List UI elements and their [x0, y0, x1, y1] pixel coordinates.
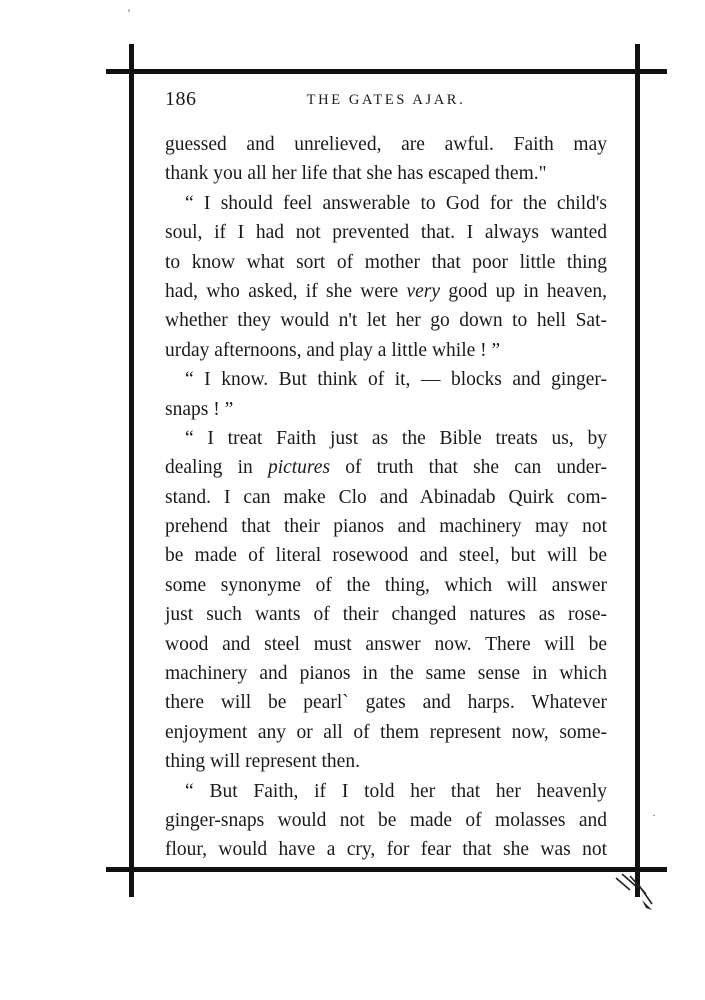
- border-rule-bottom: [106, 867, 667, 872]
- text-segment: guessed and unrelieved, are awful. Faith may: [165, 134, 607, 155]
- text-line: [165, 130, 607, 159]
- text-line: [165, 336, 607, 365]
- text-segment: just such wants of their changed natures as rose-: [165, 604, 607, 626]
- text-segment: snaps ! ”: [165, 398, 234, 420]
- text-segment: “ But Faith, if I told her that her heavenly: [185, 780, 607, 802]
- text-line: [165, 453, 607, 482]
- text-segment: thing will represent then.: [165, 751, 360, 773]
- text-line: [165, 395, 607, 424]
- text-line: [165, 688, 607, 717]
- text-segment: soul, if I had not prevented that. I always wanted: [165, 222, 607, 244]
- text-segment: good up in heaven,: [440, 280, 607, 302]
- border-rule-top: [106, 69, 667, 74]
- text-line: [165, 306, 607, 335]
- text-line: [165, 365, 607, 394]
- text-line: [165, 159, 607, 188]
- text-line: [165, 189, 607, 218]
- body-text: [165, 130, 607, 865]
- text-line: [165, 277, 607, 306]
- page-number: 186: [165, 88, 197, 110]
- text-segment: flour, would have a cry, for fear that she was not: [165, 839, 607, 861]
- text-line: [165, 512, 607, 541]
- text-segment: whether they would n't let her go down to hell Sat-: [165, 310, 607, 332]
- text-line: [165, 630, 607, 659]
- text-line: [165, 541, 607, 570]
- text-segment: be made of literal rosewood and steel, but will be: [165, 545, 607, 567]
- page-damage-mark: [612, 870, 656, 914]
- text-line: [165, 248, 607, 277]
- text-segment: wood and steel must answer now. There will be: [165, 633, 607, 655]
- text-segment: prehend that their pianos and machinery may not: [165, 516, 607, 538]
- text-segment: machinery and pianos in the same sense in which: [165, 663, 607, 685]
- border-rule-left: [129, 44, 134, 897]
- text-segment: had, who asked, if she were: [165, 280, 407, 302]
- text-segment: stand. I can make Clo and Abinadab Quirk com-: [165, 486, 607, 508]
- text-segment: “ I should feel answerable to God for the child's: [185, 192, 607, 214]
- text-segment: ginger-snaps would not be made of molasses and: [165, 809, 607, 831]
- text-segment: thank you all her life that she has escaped them.": [165, 163, 547, 185]
- text-segment: enjoyment any or all of them represent now, some-: [165, 721, 607, 743]
- running-title: THE GATES AJAR.: [306, 92, 466, 108]
- text-segment: dealing in: [165, 457, 268, 479]
- text-line: [165, 806, 607, 835]
- text-line: [165, 424, 607, 453]
- text-line: [165, 659, 607, 688]
- text-segment: “ I know. But think of it, — blocks and ginger-: [185, 369, 607, 391]
- text-segment: to know what sort of mother that poor little thing: [165, 251, 607, 273]
- text-line: [165, 718, 607, 747]
- text-segment: urday afternoons, and play a little while ! ”: [165, 339, 501, 361]
- text-line: [165, 600, 607, 629]
- paper-speck: ': [128, 6, 131, 20]
- text-line: [165, 483, 607, 512]
- text-line: [165, 835, 607, 864]
- text-segment: there will be pearl` gates and harps. Whatever: [165, 692, 607, 714]
- text-segment: some synonyme of the thing, which will answer: [165, 574, 607, 596]
- page-header: [165, 88, 607, 116]
- text-segment: “ I treat Faith just as the Bible treats us, by: [185, 427, 607, 449]
- border-rule-right: [635, 44, 640, 897]
- text-line: [165, 747, 607, 776]
- italic-word: pictures: [267, 457, 331, 479]
- text-line: [165, 777, 607, 806]
- italic-word: very: [406, 280, 441, 302]
- text-line: [165, 218, 607, 247]
- text-segment: of truth that she can under-: [330, 457, 607, 479]
- paper-speck: ·: [652, 808, 656, 822]
- text-line: [165, 571, 607, 600]
